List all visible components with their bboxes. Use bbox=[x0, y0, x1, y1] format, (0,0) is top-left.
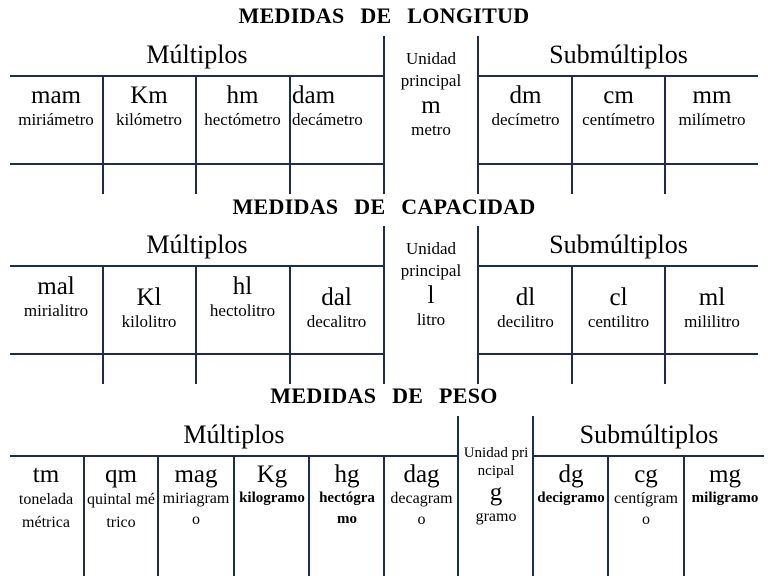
unit-name: hectolitro bbox=[209, 301, 276, 320]
unit-symbol: qm bbox=[105, 461, 137, 488]
unit-symbol: mal bbox=[37, 273, 75, 300]
divider bbox=[533, 455, 764, 457]
unit-cell-centigramo bbox=[611, 462, 681, 530]
principal-unit-label: Unidad principal bbox=[463, 445, 529, 479]
peso-title: MEDIDAS DE PESO bbox=[270, 383, 498, 408]
unit-symbol: mag bbox=[174, 461, 218, 488]
unit-symbol: dal bbox=[321, 284, 352, 311]
divider bbox=[477, 36, 479, 194]
unit-cell-decalitro bbox=[292, 284, 381, 332]
divider bbox=[571, 265, 573, 384]
unit-symbol: cg bbox=[634, 461, 658, 488]
capacidad-submultiplos-heading: Submúltiplos bbox=[549, 230, 688, 259]
divider bbox=[10, 163, 384, 165]
divider bbox=[383, 455, 385, 576]
capacidad-multiplos-heading: Múltiplos bbox=[146, 230, 248, 259]
longitud-title: MEDIDAS DE LONGITUD bbox=[238, 3, 530, 28]
unit-symbol: hg bbox=[334, 461, 360, 488]
unit-cell-decametro bbox=[292, 82, 381, 130]
unit-symbol: m bbox=[421, 92, 441, 119]
unit-cell-miriametro bbox=[12, 82, 100, 130]
unit-name: kilolitro bbox=[121, 312, 177, 331]
divider bbox=[477, 226, 479, 384]
divider bbox=[195, 75, 197, 194]
unit-cell-mirialitro bbox=[12, 273, 100, 321]
unit-name: centígramo bbox=[614, 490, 678, 528]
unit-symbol: cm bbox=[603, 82, 634, 109]
unit-symbol: mam bbox=[31, 82, 81, 109]
divider bbox=[10, 265, 384, 267]
unit-name: hectógramo bbox=[319, 490, 375, 527]
unit-cell-kilogramo bbox=[238, 462, 306, 509]
divider bbox=[157, 455, 159, 576]
unit-name: hectómetro bbox=[204, 110, 281, 129]
unit-symbol: hm bbox=[226, 82, 259, 109]
unit-symbol: g bbox=[489, 479, 503, 506]
unit-name: miligramo bbox=[691, 490, 759, 506]
unit-cell-miriagramo bbox=[161, 462, 231, 530]
divider bbox=[607, 455, 609, 576]
divider bbox=[102, 75, 104, 194]
unit-symbol: dm bbox=[509, 82, 542, 109]
unit-symbol: Kl bbox=[136, 284, 162, 311]
unit-cell-centilitro bbox=[575, 284, 662, 332]
divider bbox=[102, 265, 104, 384]
divider bbox=[478, 75, 758, 77]
unit-cell-decagramo bbox=[388, 462, 455, 530]
unit-symbol: tm bbox=[32, 461, 60, 488]
unit-symbol: dl bbox=[515, 284, 536, 311]
unit-name: decímetro bbox=[491, 110, 560, 129]
divider bbox=[571, 75, 573, 194]
unit-cell-litro bbox=[386, 238, 476, 330]
divider bbox=[289, 75, 291, 194]
unit-symbol: l bbox=[427, 282, 435, 309]
divider bbox=[664, 265, 666, 384]
unit-name: decagramo bbox=[390, 490, 453, 528]
divider bbox=[478, 163, 758, 165]
unit-name: miriámetro bbox=[18, 110, 94, 129]
unit-symbol: Km bbox=[130, 82, 168, 109]
unit-symbol: ml bbox=[698, 284, 726, 311]
peso-submultiplos-heading: Submúltiplos bbox=[579, 420, 719, 449]
unit-name: milímetro bbox=[678, 110, 746, 129]
unit-name: centímetro bbox=[582, 110, 655, 129]
divider bbox=[10, 353, 384, 355]
unit-cell-decimetro bbox=[482, 82, 569, 130]
unit-name: litro bbox=[416, 310, 446, 329]
unit-cell-metro bbox=[386, 48, 476, 140]
unit-cell-hectometro bbox=[198, 82, 287, 130]
unit-cell-kilolitro bbox=[105, 284, 193, 332]
unit-name: decigramo bbox=[537, 490, 605, 506]
divider bbox=[457, 416, 459, 576]
unit-cell-decilitro bbox=[482, 284, 569, 332]
divider bbox=[195, 265, 197, 384]
unit-cell-tonelada-metrica bbox=[14, 462, 78, 534]
unit-name: quintal métrico bbox=[87, 491, 155, 531]
unit-symbol: dg bbox=[558, 461, 584, 488]
divider bbox=[289, 265, 291, 384]
divider bbox=[683, 455, 685, 576]
unit-cell-mililitro bbox=[668, 284, 756, 332]
unit-cell-hectolitro bbox=[198, 273, 287, 321]
unit-name: decámetro bbox=[292, 110, 363, 129]
divider bbox=[383, 36, 385, 194]
divider bbox=[308, 455, 310, 576]
unit-name: miriagramo bbox=[162, 490, 230, 528]
divider bbox=[10, 75, 384, 77]
principal-unit-label: Unidad principal bbox=[400, 49, 462, 90]
unit-symbol: hl bbox=[232, 273, 253, 300]
divider bbox=[532, 416, 534, 576]
longitud-multiplos-heading: Múltiplos bbox=[146, 40, 248, 69]
unit-symbol: Kg bbox=[256, 461, 288, 488]
unit-cell-decigramo bbox=[537, 462, 605, 509]
divider bbox=[478, 353, 758, 355]
unit-name: mirialitro bbox=[23, 301, 89, 320]
divider bbox=[478, 265, 758, 267]
unit-name: centilitro bbox=[587, 312, 650, 331]
unit-cell-centimetro bbox=[575, 82, 662, 130]
divider bbox=[383, 226, 385, 384]
unit-name: kilómetro bbox=[115, 110, 183, 129]
unit-cell-gramo bbox=[461, 444, 531, 527]
unit-cell-quintal-metrico bbox=[87, 462, 155, 534]
unit-symbol: cl bbox=[609, 284, 628, 311]
unit-symbol: mg bbox=[709, 461, 741, 488]
divider bbox=[664, 75, 666, 194]
divider bbox=[233, 455, 235, 576]
unit-name: tonelada métrica bbox=[18, 491, 74, 531]
unit-name: decalitro bbox=[306, 312, 367, 331]
unit-cell-miligramo bbox=[688, 462, 762, 509]
unit-symbol: dam bbox=[292, 82, 336, 109]
unit-cell-hectogramo bbox=[313, 462, 381, 530]
unit-name: gramo bbox=[475, 508, 517, 525]
unit-name: decilitro bbox=[497, 312, 554, 331]
unit-symbol: dag bbox=[403, 461, 440, 488]
peso-multiplos-heading: Múltiplos bbox=[183, 420, 285, 449]
unit-name: mililitro bbox=[684, 312, 740, 331]
longitud-submultiplos-heading: Submúltiplos bbox=[549, 40, 688, 69]
unit-name: metro bbox=[411, 120, 451, 139]
unit-name: kilogramo bbox=[239, 490, 305, 506]
unit-cell-kilometro bbox=[105, 82, 193, 130]
capacidad-title: MEDIDAS DE CAPACIDAD bbox=[232, 194, 536, 219]
principal-unit-label: Unidad principal bbox=[400, 239, 462, 280]
unit-symbol: mm bbox=[692, 82, 732, 109]
unit-cell-milimetro bbox=[668, 82, 756, 130]
divider bbox=[83, 455, 85, 576]
